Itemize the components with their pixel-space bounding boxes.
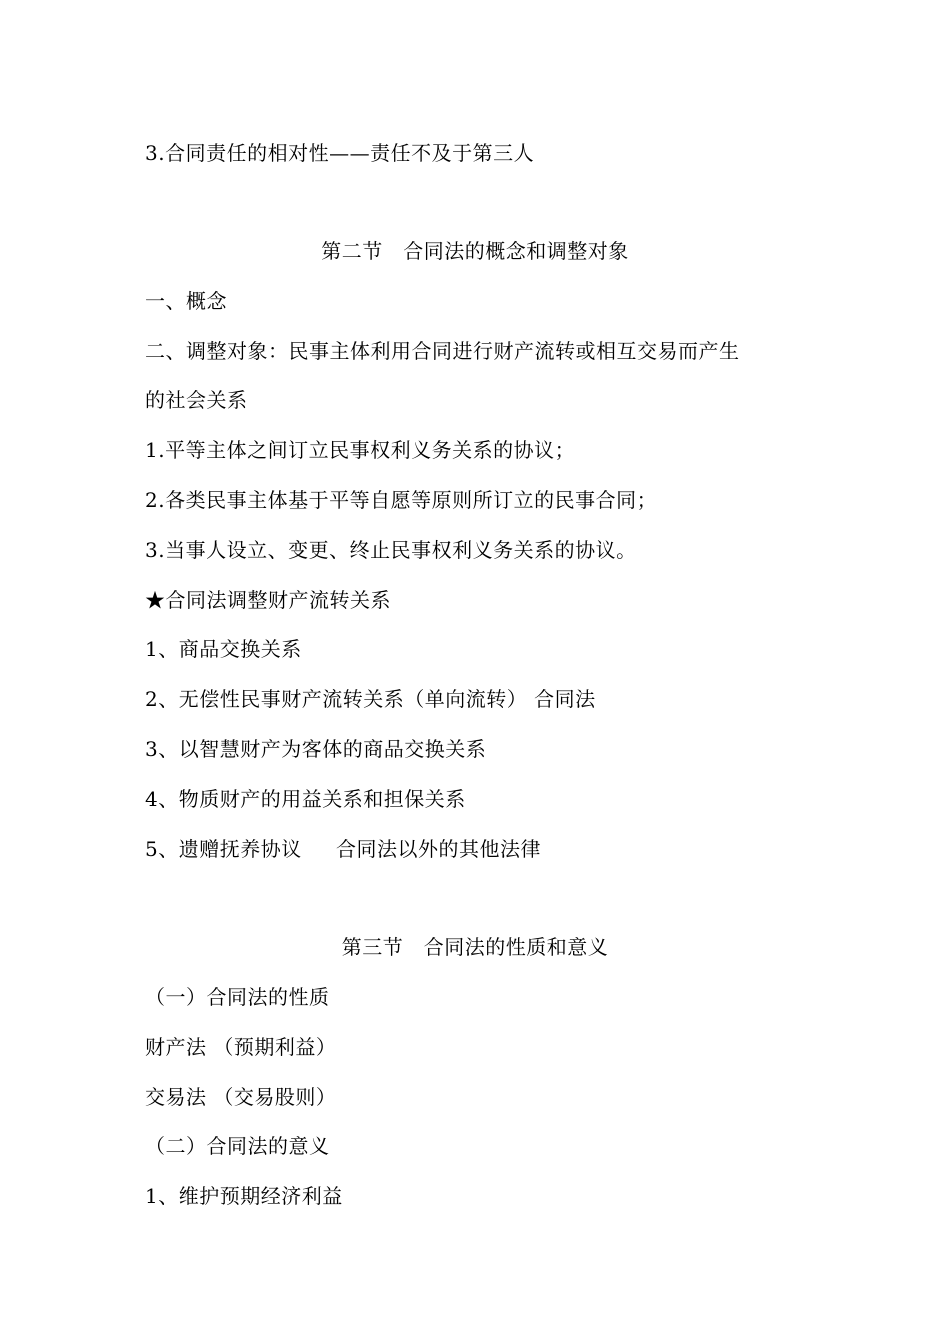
- highlight-heading: ★合同法调整财产流转关系: [145, 588, 391, 612]
- paragraph: 二、调整对象：民事主体利用合同进行财产流转或相互交易而产生: [145, 339, 740, 363]
- list-item: 2.各类民事主体基于平等自愿等原则所订立的民事合同；: [145, 488, 658, 512]
- list-item: 4、物质财产的用益关系和担保关系: [145, 787, 466, 811]
- list-item: 1.平等主体之间订立民事权利义务关系的协议；: [145, 438, 576, 462]
- section-title: 第二节 合同法的概念和调整对象: [321, 239, 629, 263]
- list-item: 2、无偿性民事财产流转关系（单向流转） 合同法: [145, 687, 596, 711]
- list-item: 5、遗赠抚养协议 合同法以外的其他法律: [145, 837, 542, 861]
- list-item: 1、维护预期经济利益: [145, 1184, 343, 1208]
- paragraph: 交易法 （交易股则）: [145, 1085, 337, 1109]
- paragraph: 一、概念: [145, 289, 227, 313]
- paragraph: 财产法 （预期利益）: [145, 1035, 337, 1059]
- section-title: 第三节 合同法的性质和意义: [341, 935, 609, 959]
- paragraph: （一）合同法的性质: [145, 985, 330, 1009]
- list-item: 3、以智慧财产为客体的商品交换关系: [145, 737, 487, 761]
- list-item: 3.当事人设立、变更、终止民事权利义务关系的协议。: [145, 538, 637, 562]
- list-item: 1、商品交换关系: [145, 637, 302, 661]
- paragraph: 3.合同责任的相对性——责任不及于第三人: [145, 141, 535, 165]
- paragraph: （二）合同法的意义: [145, 1134, 330, 1158]
- paragraph: 的社会关系: [145, 388, 248, 412]
